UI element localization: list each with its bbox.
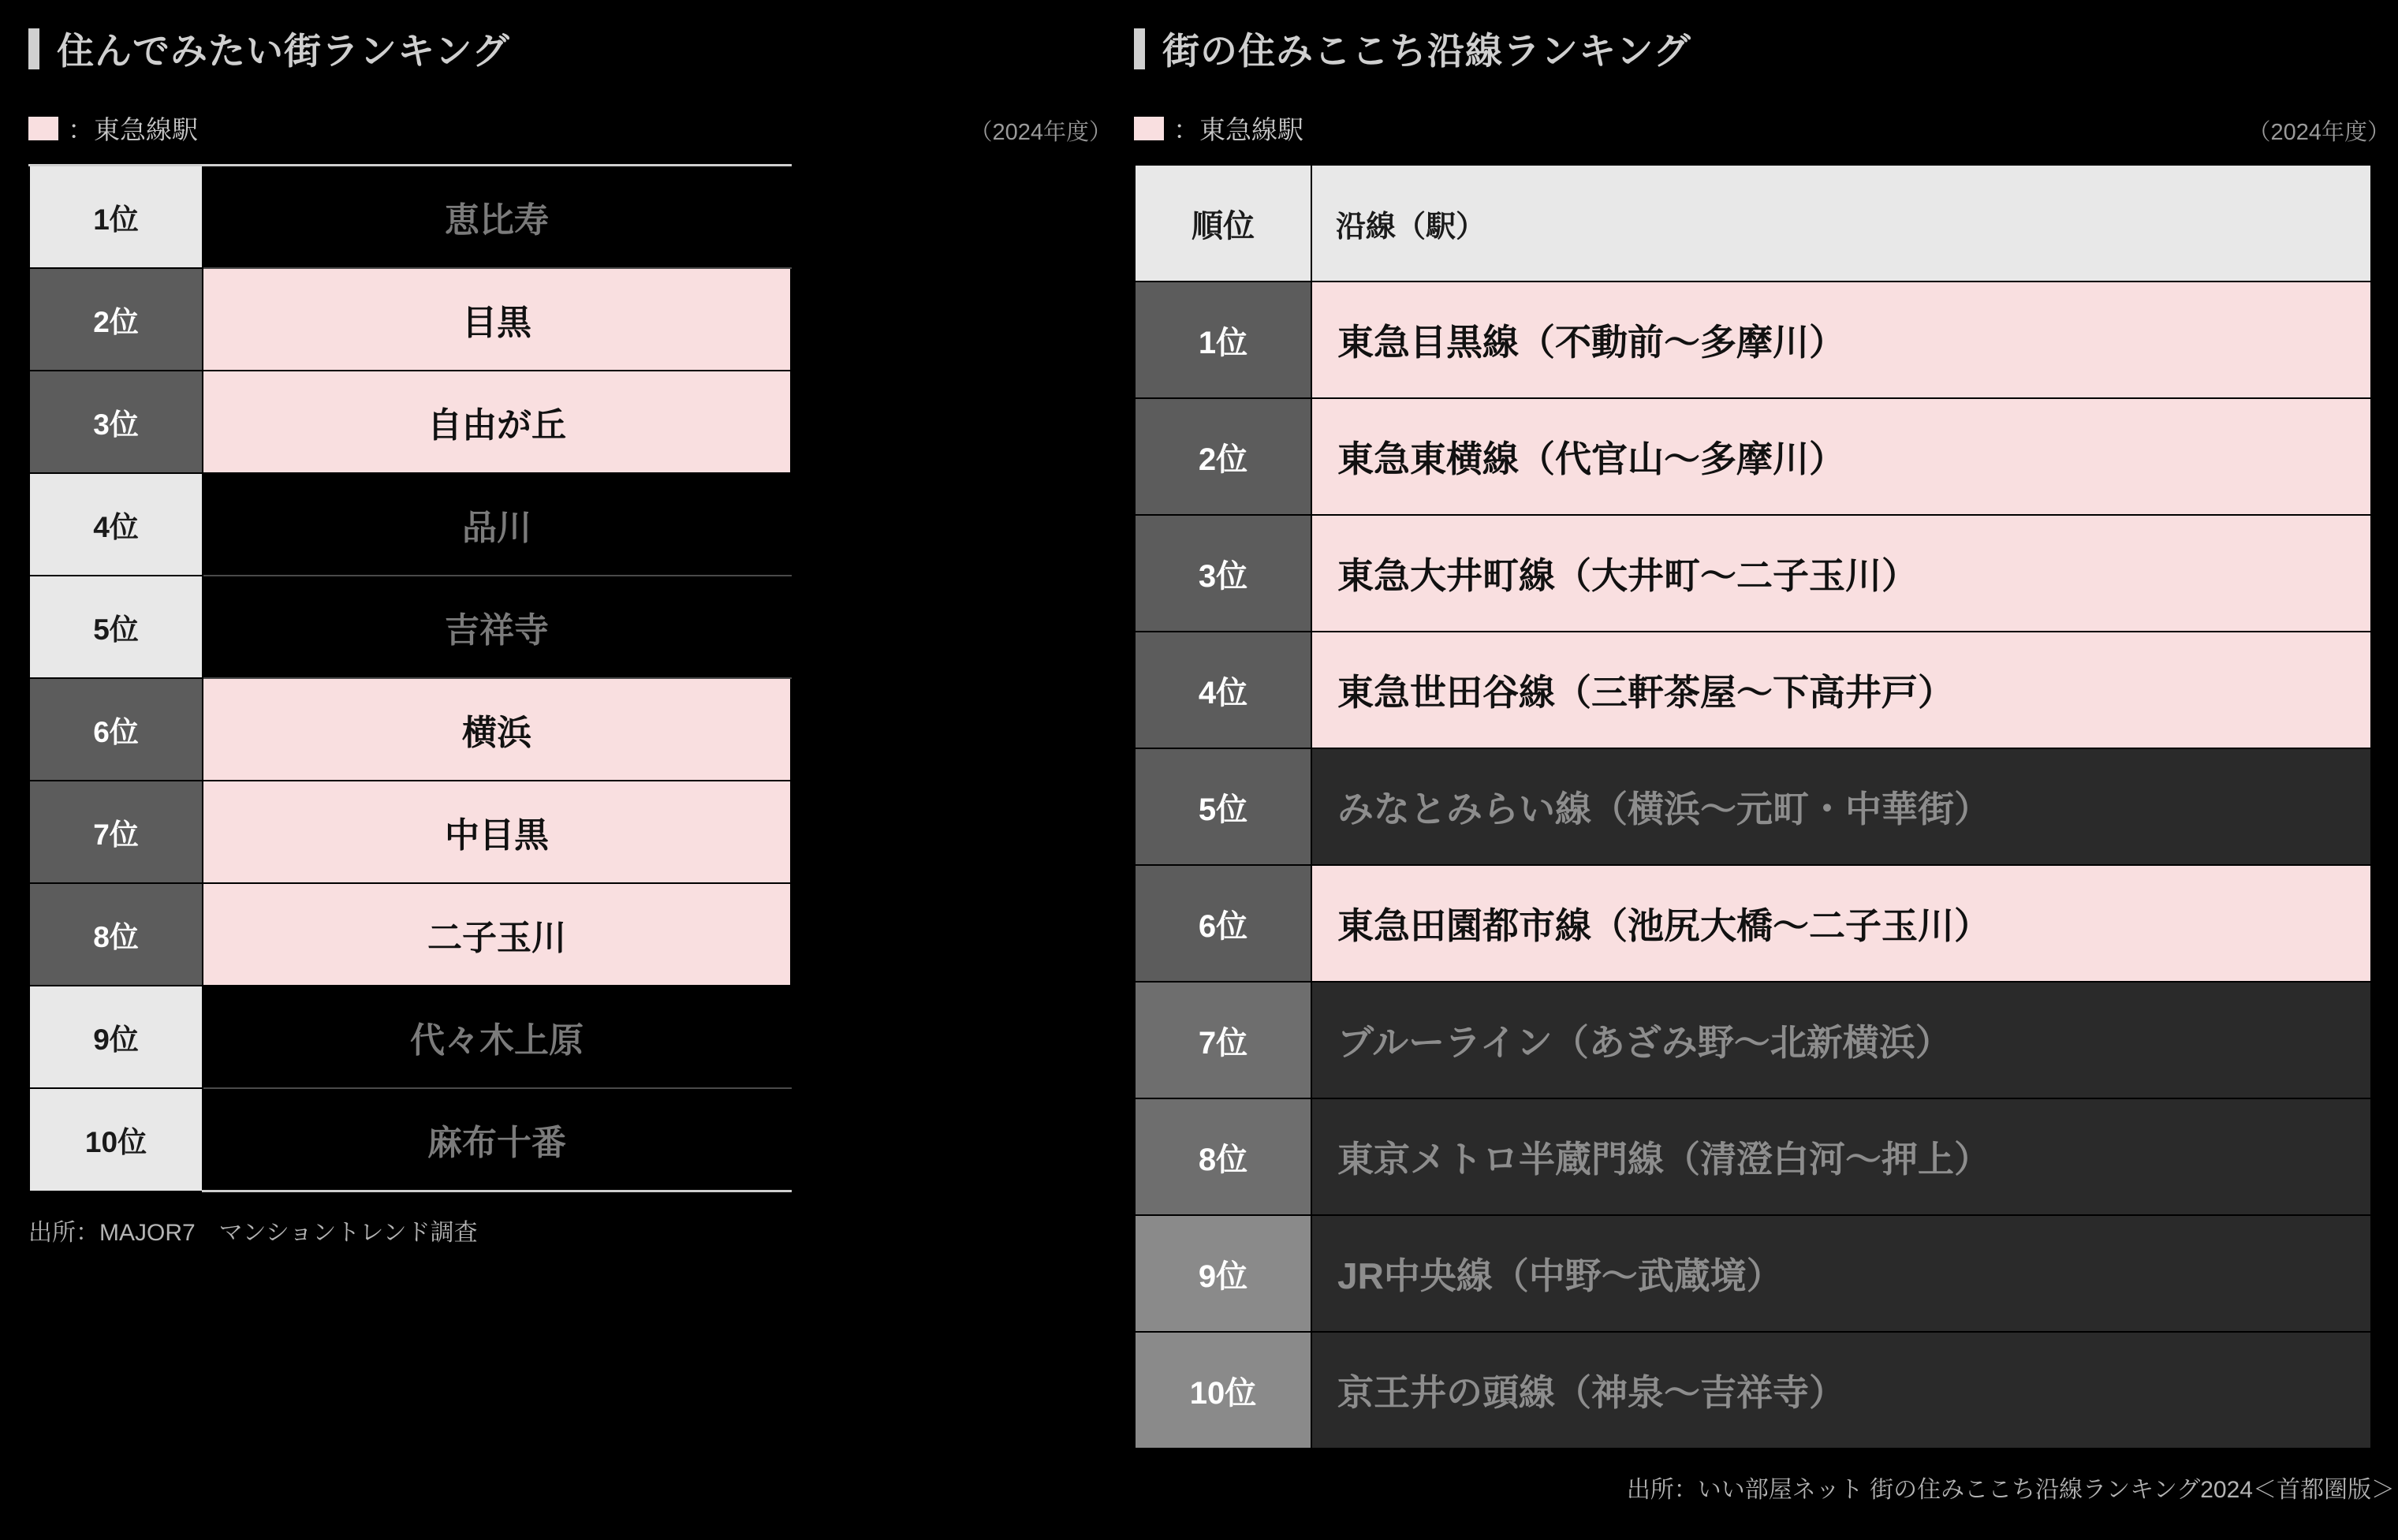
station-name: 目黒: [203, 268, 791, 371]
table-row: [1135, 865, 2371, 982]
station-name: 恵比寿: [203, 166, 791, 269]
table-row: [29, 268, 791, 371]
left-year-label: （2024年度）: [969, 120, 1112, 145]
left-ranking-table: [28, 164, 792, 1192]
left-legend-row: [28, 110, 1120, 147]
table-row: [29, 166, 791, 269]
table-header-row: [1135, 165, 2371, 282]
left-table-body: [29, 166, 791, 1191]
station-name: 横浜: [203, 678, 791, 781]
table-row: [1135, 1215, 2371, 1332]
rank-label: 5位: [1135, 748, 1311, 865]
right-source-note: 出所：いい部屋ネット 街の住みここち沿線ランキング2024＜首都圏版＞: [1626, 1477, 2395, 1503]
rank-label: 1位: [29, 166, 203, 269]
rank-label: 10位: [29, 1088, 203, 1191]
rank-label: 7位: [1135, 982, 1311, 1098]
right-ranking-table: [1134, 164, 2372, 1449]
column-header-rank: 順位: [1135, 165, 1311, 282]
station-name: 代々木上原: [203, 986, 791, 1088]
table-row: [29, 883, 791, 986]
right-year-label: （2024年度）: [2247, 120, 2390, 145]
rank-label: 8位: [1135, 1098, 1311, 1215]
column-header-line: 沿線（駅）: [1311, 165, 2371, 282]
rank-label: 9位: [29, 986, 203, 1088]
line-name: 京王井の頭線（神泉〜吉祥寺）: [1311, 1332, 2371, 1449]
right-legend-label: ：東急線駅: [1173, 115, 1303, 144]
table-row: [1135, 398, 2371, 515]
rank-label: 10位: [1135, 1332, 1311, 1449]
heading-accent-bar: [28, 28, 39, 69]
rank-label: 3位: [1135, 515, 1311, 632]
table-row: [1135, 982, 2371, 1098]
line-name: 東急目黒線（不動前〜多摩川）: [1311, 282, 2371, 398]
table-row: [1135, 1332, 2371, 1449]
right-table-body: [1135, 282, 2371, 1449]
legend-color-swatch: [28, 117, 58, 140]
panel-line-comfort-ranking: [1120, 0, 2398, 1540]
left-source-note: 出所：MAJOR7 マンショントレンド調査: [28, 1220, 478, 1246]
table-row: [1135, 1098, 2371, 1215]
line-name: みなとみらい線（横浜〜元町・中華街）: [1311, 748, 2371, 865]
right-legend-row: [1134, 110, 2398, 147]
rank-label: 3位: [29, 371, 203, 473]
line-name: 東急田園都市線（池尻大橋〜二子玉川）: [1311, 865, 2371, 982]
left-legend-label: ：東急線駅: [68, 115, 198, 144]
left-heading-text: 住んでみたい街ランキング: [57, 30, 510, 72]
table-row: [29, 986, 791, 1088]
heading-accent-bar: [1134, 28, 1145, 69]
line-name: 東急大井町線（大井町〜二子玉川）: [1311, 515, 2371, 632]
rank-label: 1位: [1135, 282, 1311, 398]
table-row: [29, 781, 791, 883]
rank-label: 2位: [29, 268, 203, 371]
station-name: 品川: [203, 473, 791, 576]
line-name: 東京メトロ半蔵門線（清澄白河〜押上）: [1311, 1098, 2371, 1215]
rank-label: 4位: [1135, 632, 1311, 748]
rank-label: 7位: [29, 781, 203, 883]
panel-livable-town-ranking: [0, 0, 1120, 1540]
left-legend: [28, 110, 198, 147]
rank-label: 5位: [29, 576, 203, 678]
station-name: 二子玉川: [203, 883, 791, 986]
table-row: [1135, 282, 2371, 398]
line-name: ブルーライン（あざみ野〜北新横浜）: [1311, 982, 2371, 1098]
legend-color-swatch: [1134, 117, 1164, 140]
right-heading: [1134, 22, 2398, 75]
station-name: 中目黒: [203, 781, 791, 883]
rank-label: 8位: [29, 883, 203, 986]
rank-label: 6位: [1135, 865, 1311, 982]
table-row: [1135, 748, 2371, 865]
rank-label: 9位: [1135, 1215, 1311, 1332]
station-name: 麻布十番: [203, 1088, 791, 1191]
left-heading: [28, 22, 1120, 75]
table-row: [1135, 632, 2371, 748]
table-row: [29, 473, 791, 576]
rank-label: 4位: [29, 473, 203, 576]
table-row: [29, 678, 791, 781]
table-row: [29, 576, 791, 678]
rank-label: 6位: [29, 678, 203, 781]
line-name: 東急世田谷線（三軒茶屋〜下高井戸）: [1311, 632, 2371, 748]
right-heading-text: 街の住みここち沿線ランキング: [1162, 30, 1691, 72]
station-name: 吉祥寺: [203, 576, 791, 678]
line-name: JR中央線（中野〜武蔵境）: [1311, 1215, 2371, 1332]
right-table-head: [1135, 165, 2371, 282]
table-row: [29, 371, 791, 473]
table-row: [29, 1088, 791, 1191]
right-legend: [1134, 110, 1303, 147]
line-name: 東急東横線（代官山〜多摩川）: [1311, 398, 2371, 515]
table-row: [1135, 515, 2371, 632]
station-name: 自由が丘: [203, 371, 791, 473]
rank-label: 2位: [1135, 398, 1311, 515]
